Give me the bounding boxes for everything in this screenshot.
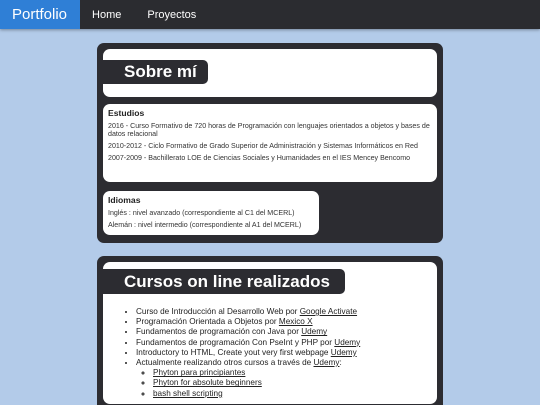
idiomas-heading: Idiomas	[108, 195, 141, 205]
estudios-card	[103, 104, 437, 182]
curso-link[interactable]: Udemy	[301, 327, 328, 337]
curso-text: Curso de Introducción al Desarrollo Web por	[136, 307, 300, 316]
subcurso-link[interactable]: Phyton para principiantes	[153, 368, 246, 378]
subcurso-link[interactable]: Phyton for absolute beginners	[153, 378, 262, 388]
list-item	[136, 327, 360, 337]
list-item	[153, 378, 360, 388]
nav-proyectos-link[interactable]: Proyectos	[147, 8, 197, 21]
idiomas-item: Inglés : nivel avanzado (correspondiente al C1 del MCERL)	[108, 209, 295, 217]
cursos-list	[136, 307, 360, 399]
curso-text: Fundamentos de programación con Java por	[136, 327, 302, 337]
list-item	[153, 389, 360, 399]
estudios-heading: Estudios	[108, 108, 145, 118]
section-title: Cursos on line realizados	[103, 269, 345, 294]
cursos-card	[103, 262, 437, 404]
list-item	[136, 307, 360, 317]
curso-link[interactable]: Mexico X	[278, 317, 313, 327]
curso-text: Actualmente realizando otros cursos a través de	[136, 358, 314, 368]
curso-link[interactable]: Google Activate	[299, 307, 358, 316]
sobre-mi-title-card	[103, 49, 437, 97]
cursos-panel	[97, 256, 443, 405]
curso-text: Introductory to HTML, Create yout very first webpage	[136, 347, 331, 357]
top-navbar	[0, 0, 540, 29]
sobre-mi-panel	[97, 43, 443, 243]
subcurso-link[interactable]: bash shell scripting	[153, 388, 223, 398]
curso-link[interactable]: Udemy	[313, 358, 340, 368]
estudios-item: 2007-2009 - Bachillerato LOE de Ciencias Sociales y Humanidades en el IES Mencey Bencomo	[108, 154, 411, 163]
curso-suffix: :	[339, 358, 342, 368]
estudios-item: 2010-2012 - Ciclo Formativo de Grado Superior de Administración y Sistemas Informáticos en Red	[108, 142, 418, 151]
idiomas-card	[103, 191, 319, 235]
list-item	[153, 368, 360, 378]
section-title: Sobre mí	[103, 60, 208, 84]
curso-text: Fundamentos de programación Con PseInt y PHP por	[136, 337, 335, 347]
nav-home-link[interactable]: Home	[92, 8, 122, 21]
idiomas-item: Alemán : nivel intermedio (correspondiente al A1 del MCERL)	[108, 221, 302, 229]
estudios-item: 2016 - Curso Formativo de 720 horas de Programación con lenguajes orientados a objetos y bases de datos relacional	[108, 122, 430, 139]
curso-link[interactable]: Udemy	[334, 337, 361, 347]
sub-cursos-list	[153, 368, 360, 399]
curso-link[interactable]: Udemy	[330, 347, 357, 357]
brand-link[interactable]: Portfolio	[0, 0, 80, 29]
list-item	[136, 358, 360, 399]
list-item	[136, 348, 360, 358]
list-item	[136, 317, 360, 327]
list-item	[136, 338, 360, 348]
curso-text: Programación Orientada a Objetos por	[136, 317, 279, 327]
